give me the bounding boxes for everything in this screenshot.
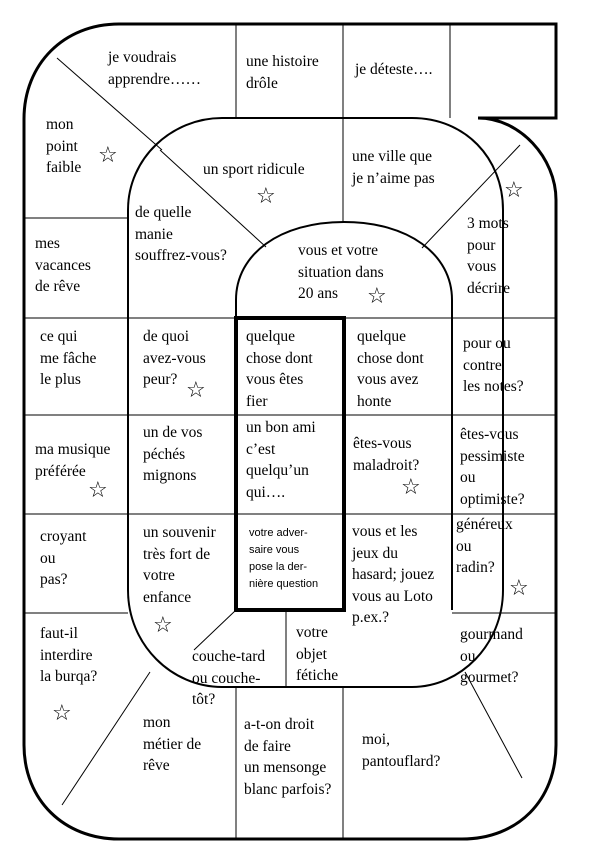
- cell-pantouflard: moi, pantouflard?: [362, 731, 441, 770]
- cell-quelque-chose-fier: quelque chose dont vous êtes fier: [246, 328, 313, 410]
- cell-je-deteste: je déteste….: [355, 61, 433, 78]
- cell-situation-20-ans: vous et votre situation dans 20 ans: [298, 242, 384, 302]
- cell-ce-qui-me-fache: ce qui me fâche le plus: [40, 328, 97, 388]
- cell-maladroit: êtes-vous maladroit?: [353, 435, 420, 474]
- cell-quelque-chose-honte: quelque chose dont vous avez honte: [357, 328, 424, 410]
- cell-peches-mignons: un de vos péchés mignons: [143, 424, 203, 484]
- star-icon: ☆: [401, 475, 421, 500]
- cell-trois-mots: 3 mots pour vous décrire: [467, 215, 511, 297]
- star-icon: ☆: [504, 178, 524, 203]
- cell-jeux-hasard: vous et les jeux du hasard; jouez vous au Loto p.ex.?: [352, 523, 435, 626]
- cell-mes-vacances: mes vacances de rêve: [35, 235, 91, 295]
- star-icon: ☆: [367, 284, 387, 309]
- cell-bon-ami: un bon ami c’est quelqu’un qui….: [246, 419, 316, 501]
- cell-sport-ridicule: un sport ridicule: [203, 161, 305, 178]
- cell-pessimiste: êtes-vous pessimiste ou optimiste?: [460, 426, 525, 508]
- cell-ville: une ville que je n’aime pas: [352, 148, 435, 187]
- star-icon: ☆: [256, 184, 276, 209]
- cell-center-question: votre adver- saire vous pose la der- nière question: [249, 527, 319, 590]
- cell-objet-fetiche: votre objet fétiche: [296, 624, 339, 684]
- cell-quelle-manie: de quelle manie souffrez-vous?: [135, 204, 227, 264]
- cell-mon-point-faible: mon point faible: [46, 116, 82, 176]
- cell-burqa: faut-il interdire la burqa?: [40, 625, 98, 685]
- cell-histoire-drole: une histoire drôle: [246, 53, 319, 92]
- cell-croyant: croyant ou pas?: [40, 528, 87, 588]
- cell-gourmand: gourmand ou gourmet?: [460, 626, 523, 686]
- cell-mensonge: a-t-on droit de faire un mensonge blanc parfois?: [244, 716, 332, 798]
- cell-ma-musique: ma musique préférée: [35, 441, 111, 480]
- cell-souvenir: un souvenir très fort de votre enfance: [143, 524, 216, 606]
- star-icon: ☆: [509, 576, 529, 601]
- cell-pour-ou-contre: pour ou contre les notes?: [463, 335, 524, 395]
- star-icon: ☆: [98, 143, 118, 168]
- cell-metier: mon métier de rêve: [143, 714, 202, 774]
- cell-de-quoi-peur: de quoi avez-vous peur?: [143, 328, 206, 388]
- star-icon: ☆: [153, 613, 173, 638]
- cell-genereux: généreux ou radin?: [456, 516, 513, 576]
- cell-couche-tard: couche-tard ou couche- tôt?: [192, 648, 266, 708]
- star-icon: ☆: [52, 701, 72, 726]
- star-icon: ☆: [88, 478, 108, 503]
- star-icon: ☆: [186, 378, 206, 403]
- cell-je-voudrais: je voudrais apprendre……: [108, 49, 201, 88]
